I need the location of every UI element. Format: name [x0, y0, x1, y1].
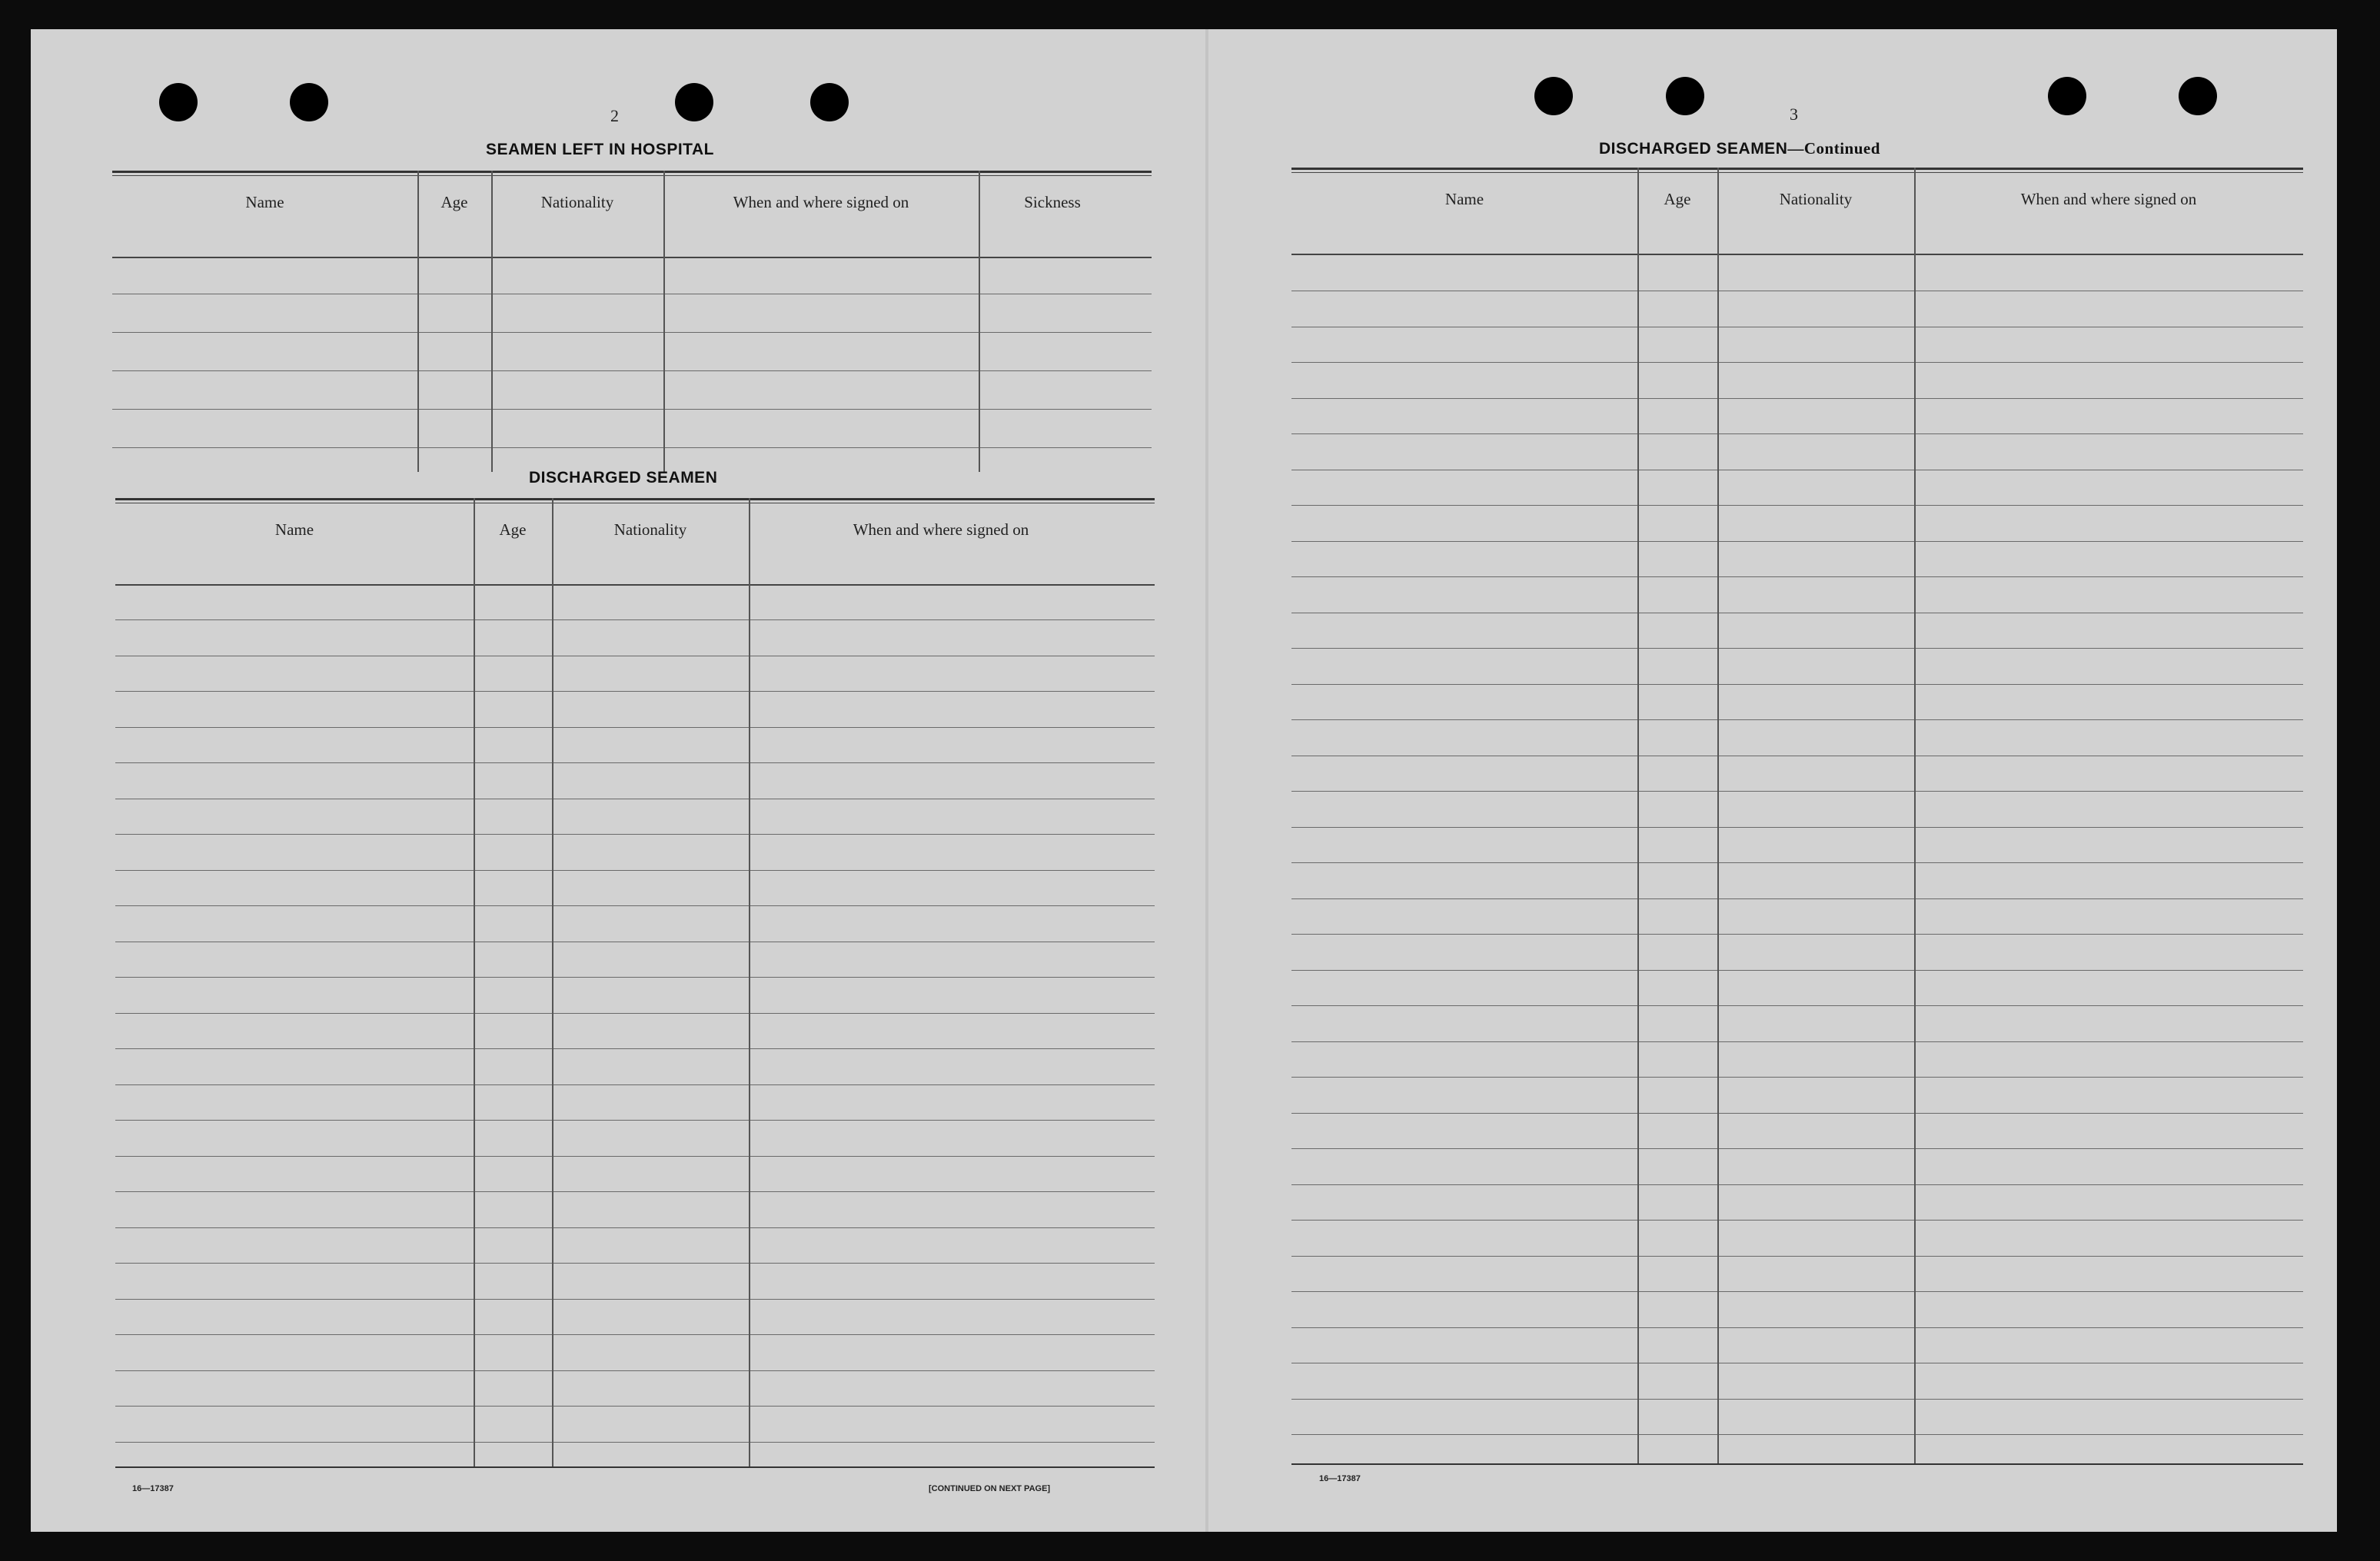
- row-line: [112, 332, 1152, 333]
- row-line: [115, 691, 1155, 692]
- row-line: [115, 619, 1155, 620]
- discharged-continued-title: [1599, 139, 1880, 158]
- row-line: [115, 905, 1155, 906]
- punch-hole: [2179, 77, 2217, 115]
- row-line: [1291, 1399, 2303, 1400]
- column-header-age: Age: [440, 192, 468, 211]
- column-header-signed-on: When and where signed on: [2020, 189, 2197, 208]
- row-line: [115, 1120, 1155, 1121]
- column-header-nationality: Nationality: [1779, 189, 1853, 208]
- row-line: [115, 834, 1155, 835]
- row-line: [115, 1370, 1155, 1371]
- table-top-rule-thin: [112, 175, 1152, 176]
- table-bottom-rule: [1291, 1463, 2303, 1465]
- row-line: [115, 977, 1155, 978]
- punch-hole: [1666, 77, 1704, 115]
- punch-hole: [2048, 77, 2086, 115]
- row-line: [1291, 791, 2303, 792]
- discharged-continued-title-main: DISCHARGED SEAMEN: [1599, 140, 1788, 158]
- row-line: [112, 447, 1152, 448]
- row-line: [1291, 362, 2303, 363]
- column-header-nationality: Nationality: [540, 192, 614, 211]
- row-line: [115, 1406, 1155, 1407]
- row-line: [1291, 505, 2303, 506]
- column-header-age: Age: [499, 520, 527, 539]
- row-line: [1291, 1184, 2303, 1185]
- table-header-row: [112, 177, 1152, 228]
- column-divider: [663, 171, 665, 472]
- row-line: [1291, 934, 2303, 935]
- row-line: [115, 1156, 1155, 1157]
- table-top-rule: [1291, 168, 2303, 170]
- row-line: [1291, 576, 2303, 577]
- row-line: [1291, 1256, 2303, 1257]
- row-line: [1291, 1041, 2303, 1042]
- row-line: [115, 1334, 1155, 1335]
- row-line: [1291, 398, 2303, 399]
- punch-hole: [290, 83, 328, 121]
- row-line: [1291, 1005, 2303, 1006]
- page-number: 2: [610, 106, 619, 125]
- column-divider: [552, 498, 553, 1466]
- row-line: [1291, 898, 2303, 899]
- column-header-name: Name: [274, 520, 314, 539]
- row-line: [112, 409, 1152, 410]
- row-line: [115, 1191, 1155, 1192]
- hospital-section-title: SEAMEN LEFT IN HOSPITAL: [486, 141, 714, 158]
- row-line: [1291, 862, 2303, 863]
- row-line: [115, 870, 1155, 871]
- table-header-row: [115, 504, 1155, 555]
- column-divider: [417, 171, 419, 472]
- punch-hole: [675, 83, 713, 121]
- right-page: [1207, 29, 2337, 1532]
- discharged-table: [115, 498, 1155, 1474]
- row-line: [1291, 1148, 2303, 1149]
- row-line: [1291, 719, 2303, 720]
- column-header-name: Name: [245, 192, 284, 211]
- row-line: [112, 370, 1152, 371]
- table-top-rule-thin: [1291, 172, 2303, 173]
- row-line: [1291, 1113, 2303, 1114]
- row-line: [1291, 1327, 2303, 1328]
- header-divider: [1291, 254, 2303, 255]
- row-line: [1291, 433, 2303, 434]
- table-top-rule: [115, 498, 1155, 500]
- table-bottom-rule: [115, 1466, 1155, 1468]
- punch-hole: [810, 83, 849, 121]
- row-line: [1291, 1434, 2303, 1435]
- row-line: [1291, 1220, 2303, 1221]
- row-line: [115, 1048, 1155, 1049]
- header-divider: [112, 257, 1152, 258]
- continued-note: [CONTINUED ON NEXT PAGE]: [929, 1484, 1051, 1493]
- table-top-rule: [112, 171, 1152, 173]
- row-line: [1291, 684, 2303, 685]
- row-line: [1291, 1077, 2303, 1078]
- form-code: 16—17387: [132, 1484, 174, 1493]
- row-line: [1291, 827, 2303, 828]
- column-header-name: Name: [1444, 189, 1484, 208]
- column-divider: [474, 498, 475, 1466]
- column-divider: [979, 171, 980, 472]
- column-header-age: Age: [1664, 189, 1691, 208]
- column-header-signed-on: When and where signed on: [733, 192, 909, 211]
- row-line: [1291, 648, 2303, 649]
- row-line: [1291, 970, 2303, 971]
- column-header-nationality: Nationality: [613, 520, 687, 539]
- form-code: 16—17387: [1319, 1474, 1361, 1483]
- hospital-table: [112, 171, 1152, 472]
- row-line: [1291, 1291, 2303, 1292]
- row-line: [115, 1013, 1155, 1014]
- row-line: [115, 762, 1155, 763]
- column-divider: [1914, 168, 1916, 1463]
- punch-hole: [1534, 77, 1573, 115]
- column-header-signed-on: When and where signed on: [853, 520, 1029, 539]
- row-line: [115, 1227, 1155, 1228]
- row-line: [115, 1084, 1155, 1085]
- row-line: [115, 1299, 1155, 1300]
- scanned-document: [31, 29, 2337, 1532]
- row-line: [1291, 541, 2303, 542]
- discharged-section-title: DISCHARGED SEAMEN: [529, 469, 718, 487]
- column-divider: [749, 498, 750, 1466]
- page-number: 3: [1790, 105, 1798, 124]
- row-line: [115, 727, 1155, 728]
- row-line: [115, 1442, 1155, 1443]
- column-divider: [491, 171, 493, 472]
- column-divider: [1637, 168, 1639, 1463]
- column-divider: [1717, 168, 1719, 1463]
- row-line: [115, 1263, 1155, 1264]
- table-header-row: [1291, 174, 2303, 224]
- punch-hole: [159, 83, 198, 121]
- discharged-continued-suffix: —Continued: [1787, 139, 1880, 158]
- left-page: [31, 29, 1207, 1532]
- discharged-continued-table: [1291, 168, 2303, 1468]
- column-header-sickness: Sickness: [1024, 192, 1081, 211]
- header-divider: [115, 584, 1155, 586]
